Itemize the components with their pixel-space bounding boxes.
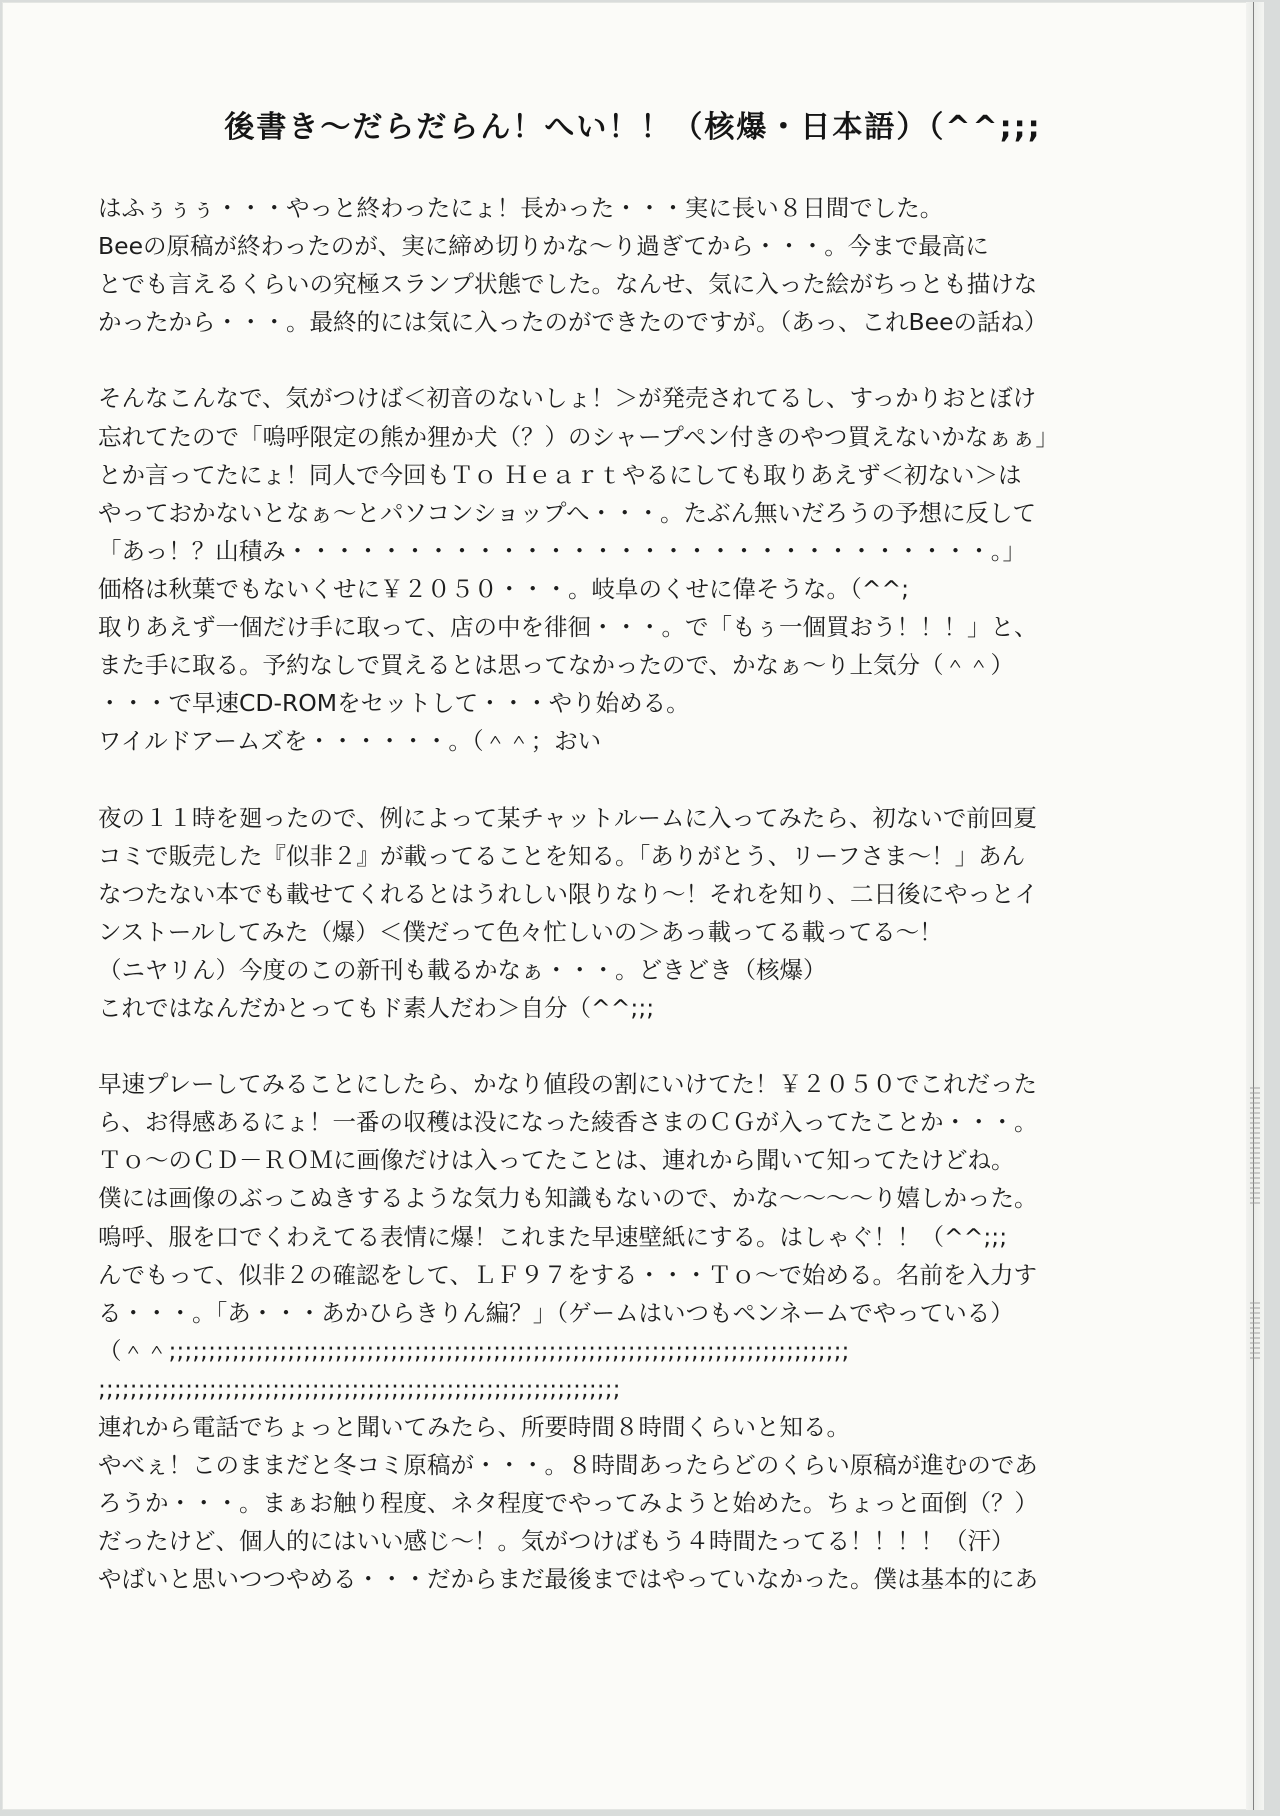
text-line: （ニヤリん）今度のこの新刊も載るかなぁ・・・。どきどき（核爆） bbox=[98, 955, 827, 984]
text-line: これではなんだかとってもド素人だわ＞自分（^^;;; bbox=[98, 993, 655, 1022]
text-line: ンストールしてみた（爆）＜僕だって色々忙しいの＞あっ載ってる載ってる～！ bbox=[98, 917, 943, 946]
text-line: 僕には画像のぶっこぬきするような気力も知識もないので、かな～～～～り嬉しかった。 bbox=[98, 1184, 1038, 1213]
binding-line bbox=[1253, 2, 1254, 1810]
text-line: とでも言えるくらいの究極スランプ状態でした。なんせ、気に入った絵がちっとも描けな bbox=[98, 270, 1038, 299]
text-line: ワイルドアームズを・・・・・・。（＾＾；おい bbox=[98, 727, 602, 756]
text-line: やべぇ！このままだと冬コミ原稿が・・・。８時間あったらどのくらい原稿が進むのであ bbox=[98, 1451, 1038, 1480]
text-line: コミで販売した『似非２』が載ってることを知る。「ありがとう、リーフさま～！」あん bbox=[98, 841, 1026, 870]
text-line: だったけど、個人的にはいい感じ～！。気がつけばもう４時間たってる！！！！（汗） bbox=[98, 1527, 1015, 1556]
edge-bleed-mark bbox=[1250, 1087, 1260, 1207]
text-line: はふぅぅぅ・・・やっと終わったにょ！長かった・・・実に長い８日間でした。 bbox=[98, 194, 944, 222]
text-line: んでもって、似非２の確認をして、ＬＦ９７をする・・・Ｔｏ～で始める。名前を入力す bbox=[98, 1260, 1038, 1289]
paragraph-break bbox=[98, 1027, 1158, 1065]
text-line: かったから・・・。最終的には気に入ったのができたのですが。（あっ、これBeeの話ね） bbox=[98, 308, 1048, 337]
text-line: 「あっ！？山積み・・・・・・・・・・・・・・・・・・・・・・・・・・・・・・。」 bbox=[98, 536, 1027, 565]
paragraph-break bbox=[98, 760, 1158, 798]
text-line: 連れから電話でちょっと聞いてみたら、所要時間８時間くらいと知る。 bbox=[98, 1413, 850, 1441]
text-line: ら、お得感あるにょ！一番の収穫は没になった綾香さまのＣＧが入ってたことか・・・。 bbox=[98, 1108, 1038, 1137]
text-line: また手に取る。予約なしで買えるとは思ってなかったので、かなぁ～り上気分（＾＾） bbox=[98, 651, 1015, 680]
text-line: Beeの原稿が終わったのが、実に締め切りかな～り過ぎてから・・・。今まで最高に bbox=[98, 232, 989, 261]
text-line: 嗚呼、服を口でくわえてる表情に爆！これまた早速壁紙にする。はしゃぐ！！（^^;;; bbox=[98, 1222, 1008, 1251]
text-line: Ｔｏ～のＣＤ－ＲＯＭに画像だけは入ってたことは、連れから聞いて知ってたけどね。 bbox=[98, 1146, 1015, 1175]
text-line: 取りあえず一個だけ手に取って、店の中を徘徊・・・。で「もぅ一個買おう！！！」と、 bbox=[98, 613, 1038, 642]
afterword-body bbox=[98, 189, 1158, 1598]
text-line: 夜の１１時を廻ったので、例によって某チャットルームに入ってみたら、初ないで前回夏 bbox=[98, 803, 1037, 832]
text-line: 価格は秋葉でもないくせに￥２０５０・・・。岐阜のくせに偉そうな。（^^; bbox=[98, 574, 910, 603]
text-line: る・・・。「あ・・・あかひらきりん編？」（ゲームはいつもペンネームでやっている） bbox=[98, 1298, 1014, 1327]
paragraph-break bbox=[98, 341, 1158, 379]
text-line: なつたない本でも載せてくれるとはうれしい限りなり～！それを知り、二日後にやっとイ bbox=[98, 879, 1038, 908]
text-line: やっておかないとなぁ～とパソコンショップへ・・・。たぶん無いだろうの予想に反して bbox=[98, 498, 1037, 527]
text-line: （＾＾;;;;;;;;;;;;;;;;;;;;;;;;;;;;;;;;;;;;;;;;;;;;;;;;;;;;;;;;;;;;;;;;;;;;;;;;;;;;;;;;;;;;;; bbox=[98, 1336, 850, 1365]
text-line: ・・・で早速CD-ROMをセットして・・・やり始める。 bbox=[98, 689, 690, 718]
scanned-page bbox=[2, 2, 1264, 1810]
text-line: やばいと思いつつやめる・・・だからまだ最後まではやっていなかった。僕は基本的にあ bbox=[98, 1565, 1038, 1594]
text-line: そんなこんなで、気がつけば＜初音のないしょ！＞が発売されてるし、すっかりおとぼけ bbox=[98, 384, 1037, 413]
page-binding-edge bbox=[1246, 2, 1264, 1810]
text-line: ;;;;;;;;;;;;;;;;;;;;;;;;;;;;;;;;;;;;;;;;;;;;;;;;;;;;;;;;;;;;;;;;;; bbox=[98, 1374, 621, 1403]
text-line: 早速プレーしてみることにしたら、かなり値段の割にいけてた！￥２０５０でこれだった bbox=[98, 1070, 1038, 1099]
text-line: 忘れてたので「嗚呼限定の熊か狸か犬（？）のシャープペン付きのやつ買えないかなぁぁ」 bbox=[98, 422, 1059, 451]
edge-bleed-mark bbox=[1250, 1302, 1260, 1362]
page-title: 後書き～だらだらん！へい！！（核爆・日本語）（^^;;; bbox=[224, 110, 1042, 145]
text-line: ろうか・・・。まぁお触り程度、ネタ程度でやってみようと始めた。ちょっと面倒（？） bbox=[98, 1489, 1038, 1518]
text-line: とか言ってたにょ！同人で今回もＴｏ Ｈｅａｒｔやるにしても取りあえず＜初ない＞は bbox=[98, 460, 1022, 489]
